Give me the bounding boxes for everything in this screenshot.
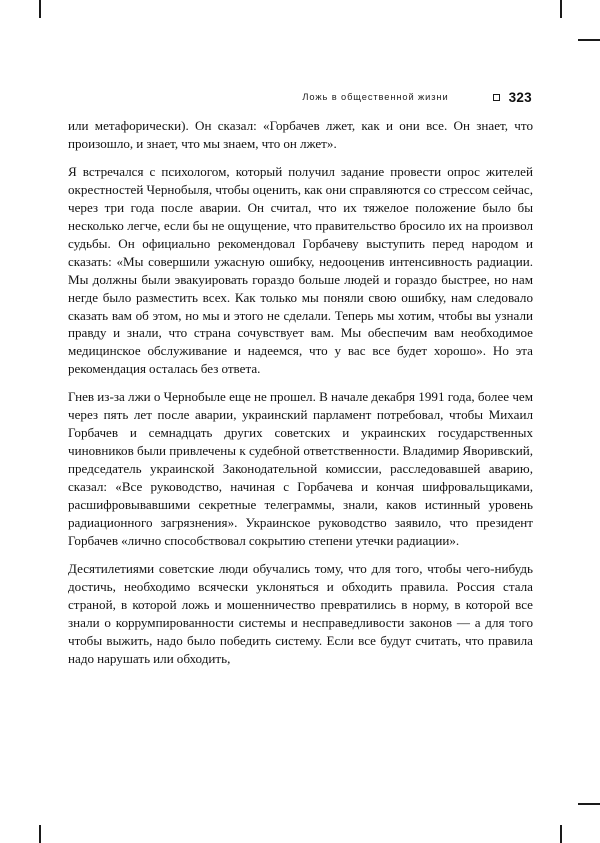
square-outline-icon [493, 94, 500, 101]
page-number: 323 [508, 89, 532, 105]
crop-mark-top-right-vertical [560, 0, 562, 18]
crop-mark-bottom-right-horizontal [578, 803, 600, 805]
paragraph: Десятилетиями советские люди обучались тому, что для того, чтобы чего-нибудь достичь, необходимо всячески уклоняться и обходить правила. Россия стала страной, в которой ложь и мошенничество превратились в норму, в которой все знали о коррумпированности системы и несправедливости законов — а для того чтобы выжить, надо было победить систему. Если все будут считать, что правила надо нарушать или обходить, [68, 560, 533, 666]
crop-mark-top-right-horizontal [578, 39, 600, 41]
crop-mark-bottom-left [39, 825, 41, 843]
crop-mark-bottom-right-vertical [560, 825, 562, 843]
crop-mark-top-left [39, 0, 41, 18]
running-header [68, 88, 532, 106]
running-header-title: Ложь в общественной жизни [302, 92, 449, 102]
paragraph: Я встречался с психологом, который получил задание провести опрос жителей окрестностей Чернобыля, чтобы оценить, как они справляются со стрессом сейчас, через три года после аварии. Он считал, что их тяжелое положение было бы несколько легче, если бы не ощущение, что правительство бросило их на произвол судьбы. Он официально рекомендовал Горбачеву выступить перед народом и сказать: «Мы совершили ужасную ошибку, недооценив интенсивность радиации. Мы должны были эвакуировать гораздо больше людей и гораздо быстрее, но нам негде было разместить всех. Как только мы поняли свою ошибку, нам следовало сказать вам об этом, но мы и этого не сделали. Теперь мы хотим, чтобы вы узнали правду и знали, что страна сочувствует вам. Мы обеспечим вам необходимое медицинское обслуживание и надеемся, что у вас все будет хорошо». Но эта рекомендация осталась без ответа. [68, 163, 533, 377]
paragraph: Гнев из-за лжи о Чернобыле еще не прошел. В начале декабря 1991 года, более чем через пять лет после аварии, украинский парламент потребовал, чтобы Михаил Горбачев и семнадцать других советских и украинских государственных чиновников были привлечены к судебной ответственности. Владимир Яворивский, председатель украинской Законодательной комиссии, расследовавшей аварию, сказал: «Все руководство, начиная с Горбачева и кончая шифровальщиками, расшифровывавшими секретные телеграммы, знали, каков истинный уровень радиационного загрязнения». Украинское руководство заявило, что президент Горбачев «лично способствовал сокрытию степени утечки радиации». [68, 389, 533, 548]
paragraph: или метафорически). Он сказал: «Горбачев лжет, как и они все. Он знает, что произошло, и знает, что мы знаем, что он лжет». [68, 118, 533, 151]
body-text-block [68, 117, 533, 668]
